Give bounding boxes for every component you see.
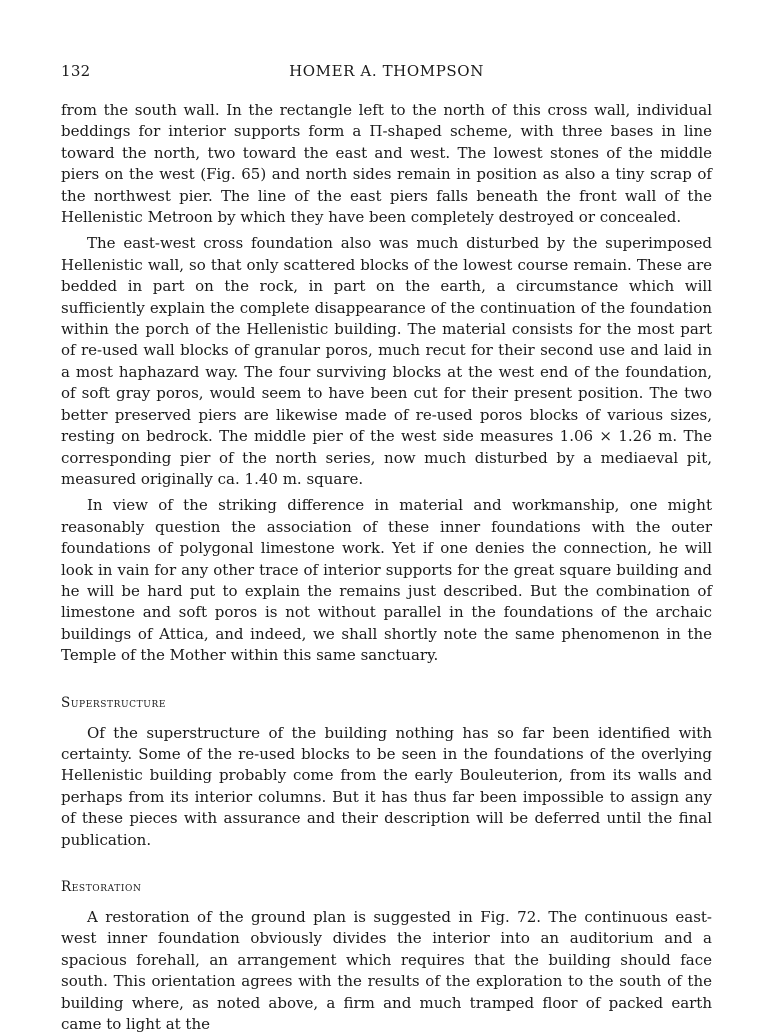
section-heading-superstructure: Superstructure <box>61 694 166 711</box>
page-number: 132 <box>61 62 91 80</box>
paragraph-superstructure: Of the superstructure of the building nothing has so far been identified with certainty. Some of the re-used blocks to be seen in the foundations of the overlying Hellenistic building probably come from the early Bouleuterion, from its walls and perhaps from its interior columns. But it has thus far been impossible to assign any of these pieces with assurance and their description will be deferred until the final publication. <box>61 723 712 849</box>
body-text <box>61 100 712 1035</box>
section-heading-restoration: Restoration <box>61 879 142 895</box>
paragraph-inner-foundations: In view of the striking difference in material and workmanship, one might reasonably question the association of these inner foundations with the outer foundations of polygonal limestone work. Yet if one denies the connection, he will look in vain for any other trace of interior supports for the great square building and he will be hard put to explain the remains just described. But the combination of limestone and soft poros is not without parallel in the foundations of the archaic buildings of Attica, and indeed, we shall shortly note the same phenomenon in the Temple of the Mother within this same sanctuary. <box>61 496 712 665</box>
paragraph-restoration: A restoration of the ground plan is suggested in Fig. 72. The continuous east-west inner foundation obviously divides the interior into an auditorium and a spacious forehall, an arrangement which requires that the building should face south. This orientation agrees with the results of the exploration to the south of the building where, as noted above, a firm and much tramped floor of packed earth came to light at the <box>61 908 712 1034</box>
running-title: HOMER A. THOMPSON <box>289 62 484 80</box>
running-head <box>61 62 712 88</box>
page <box>61 62 712 1035</box>
paragraph-continued: from the south wall. In the rectangle left to the north of this cross wall, individual beddings for interior supports form a Π-shaped scheme, with three bases in line toward the north, two toward the east and west. The lowest stones of the middle piers on the west (Fig. 65) and north sides remain in position as also a tiny scrap of the northwest pier. The line of the east piers falls beneath the front wall of the Hellenistic Metroon by which they have been completely destroyed or concealed. <box>61 101 712 227</box>
paragraph-cross-foundation: The east-west cross foundation also was much disturbed by the superimposed Hellenistic wall, so that only scattered blocks of the lowest course remain. These are bedded in part on the rock, in part on the earth, a circumstance which will sufficiently explain the complete disappearance of the continuation of the foundation within the porch of the Hellenistic building. The material consists for the most part of re-used wall blocks of granular poros, much recut for their second use and laid in a most haphazard way. The four surviving blocks at the west end of the foundation, of soft gray poros, would seem to have been cut for their present position. The two better preserved piers are likewise made of re-used poros blocks of various sizes, resting on bedrock. The middle pier of the west side measures 1.06 × 1.26 m. The corresponding pier of the north series, now much disturbed by a mediaeval pit, measured originally ca. 1.40 m. square. <box>61 234 712 488</box>
